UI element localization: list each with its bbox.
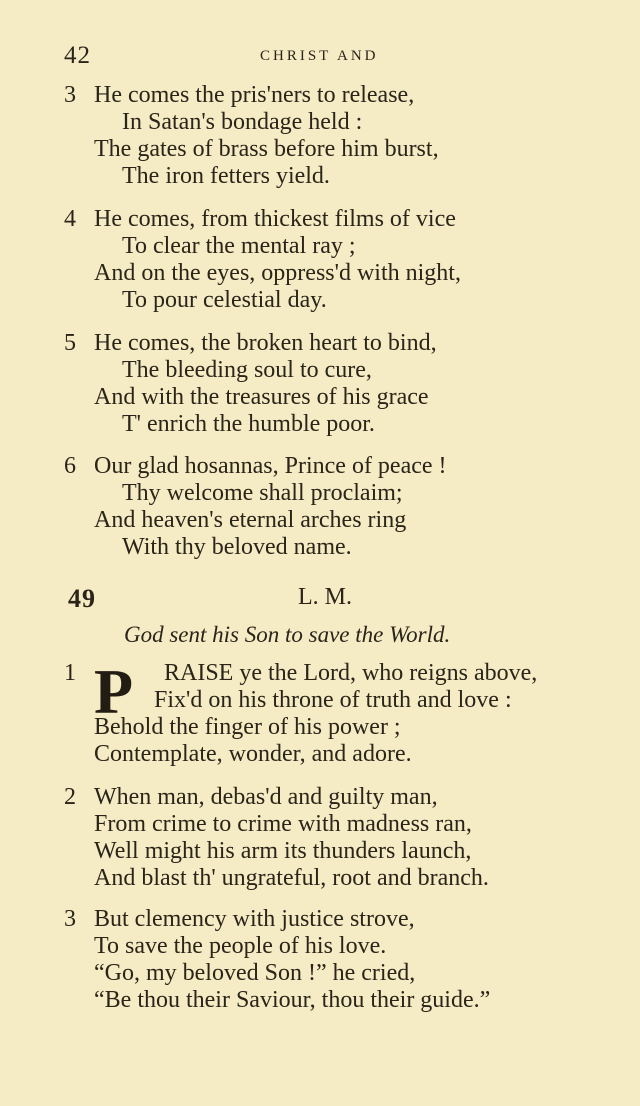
hymn-title: God sent his Son to save the World. [124,622,451,647]
verse-line: Thy welcome shall proclaim; [122,480,403,506]
stanza-number: 3 [64,82,76,108]
verse-line: RAISE ye the Lord, who reigns above, [164,660,538,686]
verse-line: He comes, the broken heart to bind, [94,330,437,356]
hymn-meter: L. M. [298,584,352,610]
verse-line: Contemplate, wonder, and adore. [94,741,412,767]
hymn-stanza-2 [64,784,624,892]
verse-line: To save the people of his love. [94,933,387,959]
stanza-5 [64,330,624,438]
page-number: 42 [64,42,91,69]
verse-line: The iron fetters yield. [122,163,330,189]
hymn-stanza-3 [64,906,624,1014]
verse-line: And on the eyes, oppress'd with night, [94,260,461,286]
verse-line: To clear the mental ray ; [122,233,356,259]
stanza-number: 6 [64,453,76,479]
hymn-heading [64,584,624,614]
page-header [64,42,600,72]
stanza-4 [64,206,624,314]
verse-line: The gates of brass before him burst, [94,136,439,162]
verse-line: The bleeding soul to cure, [122,357,372,383]
stanza-number: 3 [64,906,76,932]
verse-line: When man, debas'd and guilty man, [94,784,438,810]
stanza-3 [64,82,624,190]
hymn-stanza-1 [64,656,624,768]
verse-line: Well might his arm its thunders launch, [94,838,472,864]
verse-line: From crime to crime with madness ran, [94,811,472,837]
verse-line: Behold the finger of his power ; [94,714,401,740]
drop-cap: P [94,656,134,727]
verse-line: In Satan's bondage held : [122,109,363,135]
verse-line: With thy beloved name. [122,534,352,560]
verse-line: But clemency with justice strove, [94,906,415,932]
verse-line: And with the treasures of his grace [94,384,429,410]
verse-line: To pour celestial day. [122,287,327,313]
stanza-number: 1 [64,660,76,686]
running-head: CHRIST AND [260,48,379,64]
verse-line: Fix'd on his throne of truth and love : [154,687,512,713]
verse-line: “Be thou their Saviour, thou their guide.” [94,987,491,1013]
stanza-number: 2 [64,784,76,810]
verse-line: T' enrich the humble poor. [122,411,375,437]
stanza-number: 5 [64,330,76,356]
verse-line: He comes the pris'ners to release, [94,82,415,108]
verse-line: “Go, my beloved Son !” he cried, [94,960,416,986]
stanza-6 [64,453,624,561]
stanza-number: 4 [64,206,76,232]
verse-line: Our glad hosannas, Prince of peace ! [94,453,447,479]
verse-line: And blast th' ungrateful, root and branch. [94,865,489,891]
verse-line: He comes, from thickest films of vice [94,206,456,232]
verse-line: And heaven's eternal arches ring [94,507,407,533]
hymn-number: 49 [68,584,96,613]
